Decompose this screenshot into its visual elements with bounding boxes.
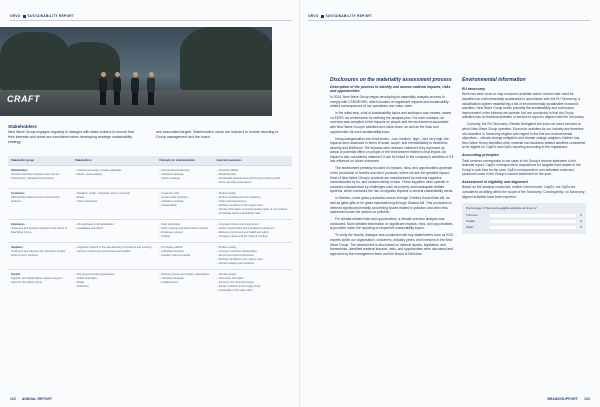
taxonomy-row-label: Turnover	[466, 212, 478, 217]
stakeholder-group-desc: Investors that have influence over and are influenced by management decisions	[11, 172, 60, 180]
bullet-item: – Service providers for warehouses and logistics	[75, 249, 131, 253]
bullet-item: – Non-governmental organisations	[75, 272, 115, 276]
bullet-item: – Staff meetings and performance reviews	[159, 226, 208, 230]
table-row	[8, 165, 292, 188]
separator-icon	[321, 15, 324, 18]
bullet-item: – Stock exchange	[159, 176, 180, 180]
column-header: Important questions	[214, 156, 292, 165]
taxonomy-row	[466, 219, 582, 224]
bullet-item: – Purchasing offices	[159, 245, 183, 249]
stakeholders-text-1: New Wave Group engages regularly in dialogue with stake-holders to ensure that their interests and views are considered when developing strategic sustainability strategy,	[8, 130, 134, 144]
footer-brand: BRAND/SUPPORT	[547, 397, 578, 401]
bullet-item: – Supplier visits and audits	[159, 253, 191, 257]
questions-cell	[214, 219, 292, 242]
bullet-item: – Network groups and industry associations	[159, 272, 210, 276]
paragraph: The assessment primarily focused on impacts, risks, and opportunities upstream in the production of textiles and other products, where we see the greatest impact. Most of New Wave Group's products are manufactured by external suppliers, commissioned by us, and located mainly in Asia. These suppliers often operate in countries characterised by challenges such as poverty and inadequate welfare systems, which increases the risk of negative impacts in several sustainability areas.	[330, 166, 454, 194]
taxonomy-box	[462, 203, 586, 234]
bullet-item: – Intranet	[159, 234, 171, 238]
bullet-item: – Social media channels	[159, 195, 188, 199]
stakeholder-group-desc: Affected New Wave Group's business and products	[11, 195, 60, 203]
bullet-item: – Working conditions in the supply chain	[216, 203, 263, 207]
bullet-item: – Knowledge of the value chain	[216, 288, 253, 292]
bullet-item: – Working environment and health and safety	[216, 230, 269, 234]
bullet-item: – Individual meetings	[159, 276, 184, 280]
channels-cell	[156, 219, 213, 242]
table-header-row	[8, 156, 292, 165]
bullet-item: – Climate information of environmental impact of our products	[216, 207, 288, 211]
stakeholder-group-cell	[8, 269, 72, 296]
questions-cell	[214, 188, 292, 219]
section-name: SUSTAINABILITY REPORT	[325, 14, 373, 18]
separator-icon	[23, 15, 26, 18]
materiality-subtitle: Description of the process to identify and assess material impacts, risks and opportunities	[330, 84, 451, 94]
stakeholder-group-cell	[8, 219, 72, 242]
section-name: SUSTAINABILITY REPORT	[27, 14, 75, 18]
bullet-item: – Environment and social issues	[216, 253, 254, 257]
channels-cell	[156, 269, 213, 296]
bullet-item: – Sustainable development and long-term share growth	[216, 176, 281, 180]
header-divider	[10, 20, 292, 21]
bullet-item: – Annual General Meeting	[159, 168, 190, 172]
bullet-item: – Long-term business relationships	[216, 249, 257, 253]
bullet-item: – Employee surveys	[159, 230, 183, 234]
stakeholder-group-name: Employees	[11, 222, 25, 226]
paragraph: Using categorisation into three levels – low, medium, high – and very high, the impacts were assessed in terms of scale, scope, and irremediability to determine severity and likelihood. The impacts were deemed material if they represent an actual or potential effect on people or the environment related to that impact. An impact is also considered material if it can be linked to the company's activities or if it has influence on future outcomes.	[330, 136, 454, 164]
taxonomy-box-title: Percentage of Taxonomy-eligible activities at times of	[466, 206, 537, 211]
paragraph: Currently, the EU Taxonomy Climate Delegated Act does not cover services to which New Wave Group operates. Economic activities for our industry are therefore not classified in Taxonomy-eligible with regard to the first two environmental objectives – climate change mitigation and climate change adaption. Neither has New Wave Group identified other material non-business-related activities considered to be eligible for CapEx and OpEx reporting according to the regulations.	[462, 122, 586, 150]
paragraph: In the initial step, a list of sustainability topics and subtopics was created, based on ESRS, as a framework for defining the analysis plan. For each subtopic, an overview was compiled of the impacts on people and the environment associated with New Wave Group's activities and value chain, as well as the risks and opportunities for each sustainability topic.	[330, 111, 452, 134]
bullet-item: – Working conditions in the supply chain	[216, 257, 263, 261]
stakeholder-group-desc: Implement and influence the operations of New Wave Group's products	[11, 249, 66, 257]
stakeholder-group-name: Customers	[11, 191, 25, 195]
bullet-item: – Impact on the local community	[216, 280, 254, 284]
bullet-item: – Social conditions in the supply chain	[216, 284, 261, 288]
stakeholders-cell	[72, 242, 156, 269]
questions-cell	[214, 242, 292, 269]
taxonomy-row-value: 0	[580, 218, 582, 223]
paragraph: To verify the results, dialogue was conducted with key stakeholders such as ESG experts within our organisation, customers, industry peers, and investors in the New Wave Group. The assessment is also based on internal reports, legislation, and frameworks. Identified material impacts, risks, and opportunities were discussed and approved by the management team and the Board of Directors.	[330, 233, 454, 256]
environment-column	[462, 78, 586, 234]
bullet-item: – Chemicals and waste	[216, 276, 244, 280]
bullet-item: – Origin and transparency	[216, 199, 247, 203]
bullet-item: – Customer visits	[159, 191, 180, 195]
assessment-heading: Assessment of eligibility and alignment	[462, 179, 528, 184]
bullet-item: – Company values and the Code of Conduct	[216, 234, 268, 238]
column-header: Stakeholders	[72, 156, 156, 165]
stakeholder-group-name: Suppliers	[11, 245, 23, 249]
table-row	[8, 219, 292, 242]
bullet-item: – Daily interaction	[159, 222, 180, 226]
bullet-item: – Candidates and others	[75, 226, 104, 230]
paragraph: In Sweden, some glass production occurs through Orrefors Kosta Boda AB, as well as glass gifts or for glass manufacturing through Glasma AB. This production is deemed significant primarily concerning issues related to pollution and other less addressed under the section on pollution.	[330, 196, 452, 215]
taxonomy-row-value: 0	[580, 225, 582, 230]
bullet-item: – Product development and marketing	[216, 195, 261, 199]
stakeholder-group-cell	[8, 242, 72, 269]
stakeholder-table	[8, 156, 292, 296]
materiality-title: Disclosures on the materiality assessment process	[330, 77, 452, 83]
bullet-item: – Retailers, profile / Corporate sector, consumer	[75, 191, 131, 195]
bullet-item: – Financial stability	[216, 168, 239, 172]
stakeholder-group-name: Society	[11, 272, 21, 276]
bullet-item: – Climate impact	[216, 272, 236, 276]
channels-cell	[156, 165, 213, 188]
stakeholders-cell	[72, 188, 156, 219]
paragraph: In 2024, New Wave Group began developing its materiality analysis process to comply with CSRD/ESRS, which focuses on significant impacts and sustainability-related consequences of our operations and value chain.	[330, 94, 450, 109]
bullet-item: – Good corporate governance	[216, 180, 252, 184]
stakeholder-group-cell	[8, 165, 72, 188]
stakeholder-group-desc: Together with stakeholders creates long-term value for New Wave Group	[11, 276, 63, 284]
bullet-item: – Product quality	[216, 245, 236, 249]
accounting-heading: Accounting principles	[462, 152, 499, 157]
paragraph: For climate-related risks and opportunities, a climate scenario analysis was conducted. More detailed information on significant impacts, risks, and opportunities is provided under the reporting of respective sustainability topics.	[330, 217, 453, 231]
channels-cell	[156, 188, 213, 219]
bullet-item: – Sustainability	[159, 203, 177, 207]
stakeholders-cell	[72, 269, 156, 296]
environment-title: Environmental information	[462, 77, 526, 83]
bullet-item: – Corporate culture and employment	[216, 222, 259, 226]
paragraph: Work has been done to map economic activities and/or sectors that could be classified as environmentally sustainable in accordance with the EU Taxonomy, a classification system establishing a list of environmentally sustainable economic activities. New Wave Group seeks primarily the sustainability and continuous improvement in the industry we operate, but are conclusion is that the Group activities has no financial activities or sectors to report in aligned with the Taxonomy.	[462, 92, 585, 120]
channels-cell	[156, 242, 213, 269]
right-footer	[547, 397, 590, 401]
bullet-item: – Institutional owners, private individuals	[75, 168, 122, 172]
bullet-item: – Other businesses	[75, 199, 98, 203]
column-header: Stakeholder group	[8, 156, 72, 165]
bullet-item: – Dividend policy	[216, 172, 237, 176]
bullet-item: – Brand	[75, 195, 85, 199]
taxonomy-row	[466, 225, 582, 230]
right-header	[308, 14, 372, 18]
page-number: 103	[584, 397, 590, 401]
page-number: 102	[10, 397, 16, 401]
footer-label: ANNUAL REPORT	[21, 397, 53, 401]
table-row	[8, 269, 292, 296]
bullet-item: – Collaborations	[159, 280, 179, 284]
bullet-item: – Individual meetings	[159, 249, 184, 253]
bullet-item: – Banks, stock analysts	[75, 172, 103, 176]
brand-name: ORVO	[308, 14, 319, 18]
bullet-item: – Media	[75, 280, 85, 284]
taxonomy-heading: EU taxonomy	[462, 86, 485, 91]
table-row	[8, 242, 292, 269]
right-page	[300, 0, 600, 407]
brand-name: ORVO	[10, 14, 21, 18]
header-divider	[308, 20, 590, 21]
taxonomy-row-label: OpEx	[466, 225, 474, 230]
questions-cell	[214, 165, 292, 188]
bullet-item: – Career opportunities and individual development	[216, 226, 275, 230]
taxonomy-row	[466, 213, 582, 218]
stakeholders-title: Stakeholders	[8, 124, 37, 129]
bullet-item: – Climate change and emissions	[216, 261, 255, 265]
stakeholders-cell	[72, 165, 156, 188]
craft-logo: CRAFT	[7, 94, 40, 104]
left-header	[10, 14, 74, 18]
questions-cell	[214, 269, 292, 296]
bullet-item: – Product quality	[216, 191, 236, 195]
bullet-item: – Public authorities	[75, 276, 97, 280]
table-row	[8, 188, 292, 219]
stakeholders-text-2: and associated targets. Stakeholders' views are included to routine reporting to Group management and the board.	[156, 130, 279, 139]
hero-photo	[0, 27, 272, 116]
paragraph: Total turnover corresponds to net sales in the Group's income statement in the financial report. CapEx corresponds to acquisitions for tangible fixed assets in the Group's cash flow for the year. OpEx corresponds to non-activated costs and personnel costs in the Group's income statement for the year.	[462, 158, 581, 177]
taxonomy-row-label: CapEx	[466, 218, 476, 223]
bullet-item: – Individual meetings	[159, 199, 184, 203]
bullet-item: – Suppliers involved in the manufacturing of products and sourcing	[75, 245, 152, 249]
bullet-item: – Politicians	[75, 284, 89, 288]
stakeholders-cell	[72, 219, 156, 242]
stakeholder-group-cell	[8, 188, 72, 219]
stakeholder-group-desc: Implement and develop operations and culture of New Wave Group	[11, 226, 68, 234]
bullet-item: – Knowledge about sustainability risks	[216, 211, 261, 215]
left-footer	[10, 397, 52, 401]
paragraph: Based on the analysis conducted, neither total turnover, CapEx, nor OpEx are considered as falling within the scope of the Taxonomy. Consequently, no Taxonomy-aligned activities have been reported.	[462, 185, 586, 199]
bullet-item: – All employees in all subsidiaries	[75, 222, 114, 226]
taxonomy-row-value: 0	[580, 212, 582, 217]
column-header: Channels for communication	[156, 156, 213, 165]
bullet-item: – Individual meetings	[159, 172, 184, 176]
materiality-column	[330, 78, 454, 259]
stakeholder-group-name: Shareholders	[11, 168, 28, 172]
